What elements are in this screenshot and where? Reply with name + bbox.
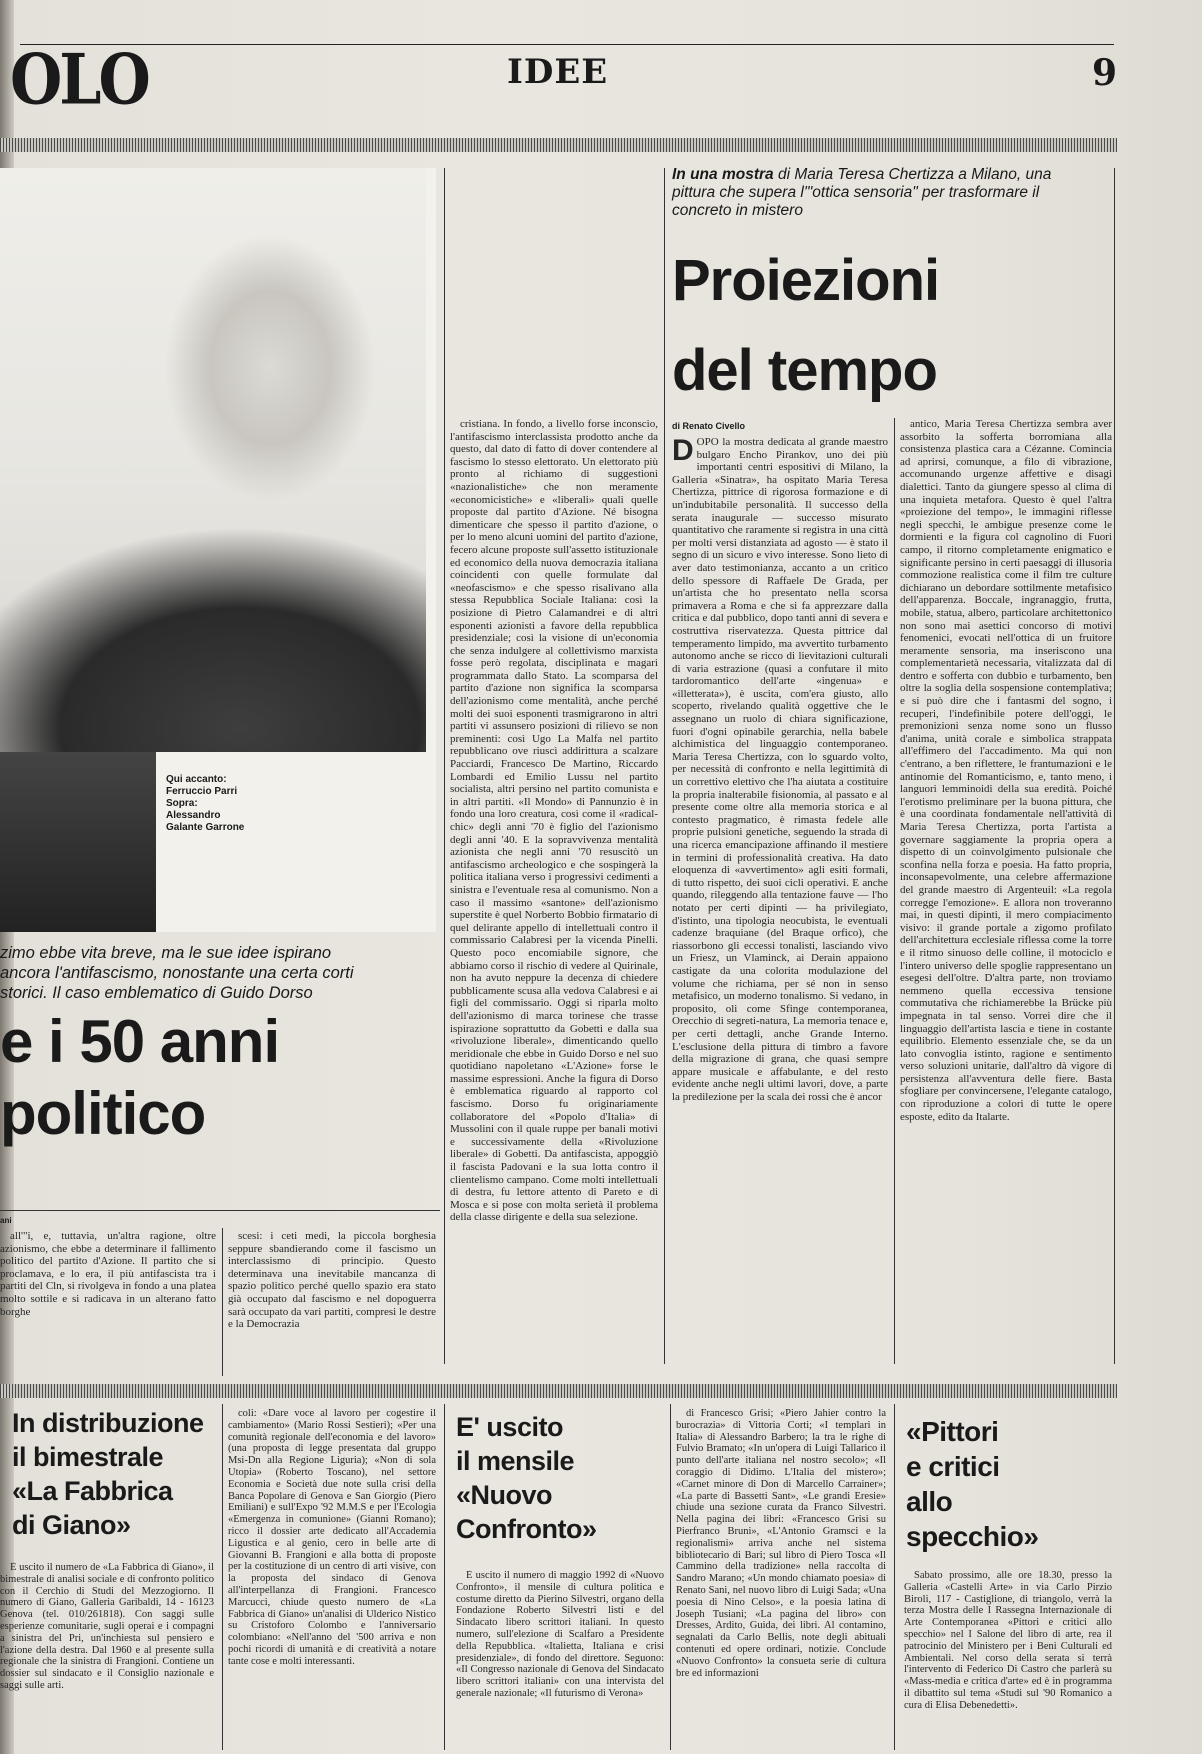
left-article-byline: ani bbox=[0, 1216, 12, 1225]
column-divider bbox=[670, 1404, 671, 1750]
section-rule-band bbox=[0, 1384, 1117, 1398]
portrait-photo bbox=[0, 168, 426, 752]
box2-column-1: È uscito il numero di maggio 1992 di «Nuovo Confronto», il mensile di cultura politica e costume diretto da Pierino Silvestri, organo della Fondazione Roberto Silvestri listi e del Sindacato libero scrittori italiani. In questo numero, sull'elezione di Scalfaro a Presidente della Repubblica. «Italietta, Italiana e crisi presidenziale», di fondo del direttore. Seguono: «Il Congresso nazionale di Genova del Sindacato libero scrittori italiani» con una intervista del generale nazionale; «Il futurismo di Verona» bbox=[456, 1570, 664, 1699]
left-article-column-1: all'"i, e, tuttavia, un'altra ragione, oltre azionismo, che ebbe a determinare il fallimento politico del partito d'Azione. Il partito che si proclamava, e lo era, il più antifascista tra i partiti del Cln, si rivolgeva in fondo a una platea molto sottile e si radicava in un alterano fatto borghe bbox=[0, 1230, 216, 1318]
right-article-kicker: In una mostra di Maria Teresa Chertizza a Milano, una pittura che supera l'"ottica sensoria" per trasformare il concreto in mistero bbox=[672, 166, 1052, 219]
box2-headline: E' uscito il mensile «Nuovo Confronto» bbox=[456, 1412, 597, 1544]
column-divider bbox=[222, 1228, 223, 1376]
column-divider bbox=[894, 418, 895, 1364]
page-number: 9 bbox=[1092, 52, 1118, 94]
drop-cap: D bbox=[672, 436, 694, 467]
left-article-rule bbox=[0, 1210, 440, 1211]
left-headline-line-2: politico bbox=[0, 1080, 206, 1147]
left-article-column-2: scesi: i ceti medi, la piccola borghesia seppure sbandierando come il fascismo un interclassismo di principio. Questo determinava una inevitabile mancanza di spazio politico perché quello spazio era stato già occupato dal fascismo e nel dopoguerra sarà occupato da vari partiti, compresi le destre e la Democrazia bbox=[228, 1230, 436, 1331]
right-article-headline bbox=[672, 236, 992, 416]
portrait-photo-lower bbox=[0, 752, 156, 932]
box1-headline: In distribuzione il bimestrale «La Fabbrica di Giano» bbox=[12, 1408, 204, 1540]
middle-column-text: cristiana. In fondo, a livello forse inconscio, l'antifascismo interclassista prodotto anche da questo, dal dato di fatto di dover contendere al fascismo lo stesso elettorato. Un elettorato più pronto al richiamo di suggestioni «nazionalistiche» che non meramente «economicistiche» e «liberali» quali quelle proposte dal partito d'Azione. Né bisogna dimenticare che spesso il partito d'azione, o per lo meno alcuni uomini del partito d'azione, fecero alcune proposte sull'assetto istituzionale ed economico della nuova democrazia italiana coincidenti con quelle formulate dal «neofascismo» e che spesso risalivano alla stessa Repubblica Sociale Italiana: così la posizione di Pietro Calamandrei e di altri esponenti azionisti a favore della repubblica presidenziale; così la visione di un'economia che senza indulgere al collettivismo marxista fosse però regolata, disciplinata e magari programmata dallo Stato. La scomparsa del partito d'azione non significa la scomparsa dell'azionismo come mentalità, anche perché molti dei suoi esponenti trasmigrarono in altri partiti vi assunsero posizioni di rilievo se non preminenti: così Ugo La Malfa nel partito repubblicano ove riuscì addirittura a scalzare Pacciardi, Francesco De Martino, Riccardo Lombardi ed Emilio Lussu nel partito socialista, altri persino nel partito comunista e in altri partiti. «Il Mondo» di Pannunzio è in fondo una loro creatura, così come il «radical-chic» degli anni '70 è figlio del l'azionismo degli anni '40. E la sopravvivenza mentalità azionista che negli anni '70 resuscitò un antifascismo archeologico e che sospingerà la politica italiana verso i progressivi cedimenti a sinistra e l'eventuale resa al comunismo. Non a caso il massimo «santone» dell'azionismo superstite è quel Norberto Bobbio firmatario di quel delirante appello di intellettuali contro il commissario Calabresi per la vicenda Pinelli. Questo poco encomiabile signore, che abbiamo corso il rischio di vedere al Quirinale, non ha avuto neppure la decenza di chiedere pubblicamente scusa alla vedova Calabresi e ai figli del commissario. Oggi si riparla molto dell'azionismo di marca torinese che trasse ispirazione soprattutto da Gobetti e dalla sua «rivoluzione liberale», dimenticando quello meridionale che ebbe in Guido Dorso e nel suo quotidiano napoletano «L'Azione» forse le massime espressioni. Anche la figura di Dorso è emblematica riguardo al rapporto col fascismo. Dorso fu originariamente collaboratore del «Popolo d'Italia» di Mussolini con il quale ruppe per banali motivi e successivamente della «Rivoluzione liberale» di Gobetti. Da antifascista, appoggiò il fascista Padovani e la sua lotta contro il clientelismo campano. Come molti intellettuali di destra, fu lettore attento di Pareto e di Mosca e si pose con molta serietà il problema della classe dirigente e della sua selezione. bbox=[450, 418, 658, 1224]
right-article-column-1: DOPO la mostra dedicata al grande maestro bulgaro Encho Pirankov, uno dei più importanti centri espositivi di Milano, la Galleria «Sinatra», ha ospitato Maria Teresa Chertizza, pittrice di rigorosa formazione e di un'indubitabile personalità. Il successo della serata inaugurale — successo misurato quantitativo che raramente si registra in una città per molti versi distanziata ad agosto — è stato il segno di un sicuro e vivo interesse. Sono lieto di aver dato testimonianza, accanto a un critico dello spessore di Raffaele De Grada, per un'artista che ho presentato nella scorsa primavera a Roma e che si fa apprezzare dalla critica e dal pubblico, dopo tanti anni di severa e costruttiva riservatezza. Questa pittrice dal temperamento limpido, ma avvertito turbamento autonomo anche se ricco di lievitazioni culturali di varia estrazione (quasi a confutare il mito tardoromantico dell'arte «ingenua» e «illetterata»), è uscita, com'era giusto, allo scoperto, rivelando qualità oggettive che le assegnano un ruolo di chiara significazione, fuori d'ogni opinabile gerarchia, nella babele alchimistica del linguaggio contemporaneo. Maria Teresa Chertizza, con lo sguardo volto, per necessità di confronto e nella legittimità di un correttivo elettivo che l'ha aiutata a costituire la propria inalterabile fisionomia, al passato e al presente come oltre alla memoria storica e al contesto pragmatico, è rimasta fedele alle proprie pulsioni genetiche, seguendo la strada di una ricerca emancipazione affinando il mestiere in termini di professionalità creativa. Ha dato eloquenza di «avvertimento» agli esiti formali, di tutto rispetto, dei suoi cicli operativi. E anche quando, rileggendo alla tentazione fauve — l'ho notato per certi dipinti — ha privilegiato, d'istinto, una tipologia neocubista, le eventuali cadenze braquiane (del Braque orfico), che riassorbono gli eccessi tonalisti, lasciando vivo un Friesz, un Vlaminck, ai Derain appaiono castigate da una colorita modulazione del volume che richiama, per sé non in senso metafisico, un moderno tonalismo. Si vedano, in proposito, oli come Sfinge contemporanea, Orecchio di segreti-natura, La memoria tenace e, per certi dettagli, anche Grande Interno. L'esclusione della pittura di timbro a favore della migrazione di grana, che quasi sempre appare musicale e affabulante, e del resto evidente anche negli ultimi lavori, dove, a parte la predilezione per la scala dei rossi che è ancor bbox=[672, 436, 888, 1103]
box3-headline: «Pittori e critici allo specchio» bbox=[906, 1416, 1039, 1552]
section-title: IDEE bbox=[507, 52, 609, 92]
photo-caption: Qui accanto: Ferruccio Parri Sopra: Alessandro Galante Garrone bbox=[166, 774, 245, 833]
box3-column-1: Sabato prossimo, alle ore 18.30, presso la Galleria «Castelli Arte» in via Carlo Pirzio Biroli, 117 - Castiglione, di triangolo, verrà la terza Mostra delle I Rassegna Internazionale di Arte Contemporanea «Pittori e critici allo specchio» nel I Salone del libro di arte, rea il patrocinio del Ministero per i Beni Culturali ed Ambientali. Nel corso della serata si terrà l'intervento di Federico Di Castro che parlerà su «Mass-media e critica d'arte» ed è in programma il dibattito sul tema «Studi sul '90 Romanico a cura di Elisa Debenedetti». bbox=[904, 1570, 1112, 1711]
left-article-headline bbox=[0, 1006, 440, 1150]
column-divider bbox=[444, 168, 445, 1364]
box1-column-2: coli: «Dare voce al lavoro per cogestire il cambiamento» (Mario Rossi Sestieri); «Per una comunità regionale dell'economia e del lavoro» (una proposta di legge presentata dal gruppo Msi-Dn alla Regione Liguria); «Non di sola Utopia» (Roberto Toscano), nel settore Economia e Società due note sulla crisi della Banca Popolare di Genova e San Giorgio (Piero Emiliani) e sull'Expo '92 M.M.S e per l'Ecologia «Emergenza in comunione» (Gianni Romano); ricco il dossier arte dedicato all'Accademia Ligustica e al genio, cero in belle arte di Giovanni B. Frangioni e alla botta di proposte per la costituzione di un centro di arti visive, con la proposta del sindaco di Genova all'interpellanza di Frangioni. Francesco Marcucci, chiude questo numero de «La Fabbrica di Giano» un'analisi di Ulderico Nistico su Cristoforo Colombo e l'anniversario colombiano: «Nell'anno del '500 arriva e non pochi ricordi di umanità e di creatività a notare tante cose e molti interessanti. bbox=[228, 1408, 436, 1667]
column-divider bbox=[222, 1404, 223, 1750]
column-divider bbox=[894, 1404, 895, 1750]
column-divider bbox=[664, 168, 665, 1364]
box2-column-2: di Francesco Grisi; «Piero Jahier contro la burocrazia» di Vittoria Corti; «I templari in Italia» di Alessandro Barbero; la tra le righe di Fulvio Bramato; «In un'opera di Luigi Tallarico il punto dell'arte italiana nel nostro secolo»; «Il coraggio di Didimo. L'Italia del mistero»; «Carnet minore di Don di Marcello Carrainer»; «La parte di Bassetti Sant», «Le grandi Eresie» chiude una sezione curata da Franco Silvestri. Nella pagina dei libri: «Francesco Grisi su Pierfranco Bruni», «L'Antonio Gramsci e la regionalismi» arriva anche nel sistema bibliotecario di Bari; sul libro di Piero Tosca «Il Cammino della tradizione» nella raccolta di Sandro Marano; «Un mondo chiamato poesia» di Renato Sani, nel nuovo libro di Luigi Sada; «Una poesia di Nino Celso», e la poesia latina di Joseph Tusiani; «La pagina del libro» con Dresses, Ardito, Guida, dei libri. Al contamino, segnalati da Carlo Bellis, note degli abituali contenuti ed opere ordinari, notizie. Conclude «Nuovo Confronto» la consueta serie di cultura bre ed informazioni bbox=[676, 1408, 886, 1679]
header-top-rule bbox=[20, 44, 1114, 45]
right-headline-line-2: del tempo bbox=[672, 338, 937, 403]
column-divider bbox=[1114, 168, 1115, 1364]
right-article-byline: di Renato Civello bbox=[672, 421, 746, 431]
right-article-column-2: antico, Maria Teresa Chertizza sembra aver assorbito la sofferta borromiana alla consistenza plastica cara a Cézanne. Comincia ad aprirsi, comunque, a filo di vibrazione, accomunando urgenze affettive e disagi dialettici. Tanto da giungere spesso al clima di una inquieta metafora. Questo è quel l'altra «proiezione del tempo», le immagini riflesse negli specchi, le ambigue presenze come le dormienti e la figura col cagnolino di Fuori campo, il ritorno completamente enigmatico e significante persino in certi paesaggi di illusoria commozione realistica come il film tre culture dichiarano un debordare sottilmente metafisico dell'apparenza. Boccale, ingranaggio, frutta, mobile, statua, albero, particolare architettonico non sono mai asettici concorso di motivi fenomenici, evocati nell'ottica di un fruitore meramente sensoria, ma inseriscono una complementarietà necessaria, vitalizzata dal di dentro e sofferta con dubbio e turbamento, ben oltre la soglia della sospensione contemplativa; e si può dire che i fantasmi del sogno, i recuperi, l'indefinibile potere dell'oggi, le premonizioni senza nome sono un flusso d'anima, unità corale e simbolica strappata all'effimero del l'accadimento. Ma qui non c'entrano, a ben riflettere, le frantumazioni e le antinomie del Romanticismo, e, tanto meno, i languori lemminoidi della sua eredità. Poiché l'erotismo preliminare per la buona pittura, che è una coordinata fondamentale nell'attività di Maria Teresa Chertizza, porta l'artista a governare saggiamente la propria opera a dispetto di un coinvolgimento pulsionale che sconfina nella forza e poesia. Ha fatto propria, inconsapevolmente, una celebre affermazione del grande maestro di Argenteuil: «La regola corregge l'emozione». E allora non troveranno mai, in questi dipinti, il mero compiacimento visivo: il grande portale a zigomo profilato dell'architettura ecclesiale riflessa come la torre e il ritmo sinuoso delle colline, il motociclo e l'intero universo delle spoglie rappresentano un esegesi dell'oltre. D'altra parte, non troviamo nemmeno quella eccessiva tensione commutativa che richiamerebbe la Brücke più impegnata in tal senso. Vorrei dire che il linguaggio dell'artista lascia e tiene in costante equilibrio. Elemento essenziale che, se da un lato convoglia istinto, ragione e sentimento verso soluzioni unitarie, dall'altro dà vigore di persistenza all'avventura delle fiere. Basta sfogliare per convincersene, l'elegante catalogo, con riproduzione a colori di tutte le opere esposte, edito da Italarte. bbox=[900, 418, 1112, 1123]
box1-column-1: È uscito il numero de «La Fabbrica di Giano», il bimestrale di analisi sociale e di confronto politico con il Cerchio di Studi del Mezzogiorno. Il numero di Giano, Galleria Garibaldi, 14 - 16123 Genova (tel. 010/261818). Con saggi sulle esperienze comunitarie, sugli operai e i compagni a sinistra del Pri, un'inchiesta sul pensiero e l'azione della destra. Dal 1960 e al presente sulla regionale che la sinistra di Frangioni. Contiene un dossier sul sindacato e il Consiglio nazionale e saggi sulle arti. bbox=[0, 1562, 214, 1691]
masthead-fragment: OLO bbox=[10, 40, 148, 121]
column-divider bbox=[444, 1404, 445, 1750]
left-article-kicker: zimo ebbe vita breve, ma le sue idee ispirano ancora l'antifascismo, nonostante una certa corti storici. Il caso emblematico di Guido Dorso bbox=[0, 944, 354, 1002]
left-headline-line-1: e i 50 anni bbox=[0, 1008, 280, 1075]
right-headline-line-1: Proiezioni bbox=[672, 248, 940, 313]
header-rule-band bbox=[0, 138, 1117, 152]
